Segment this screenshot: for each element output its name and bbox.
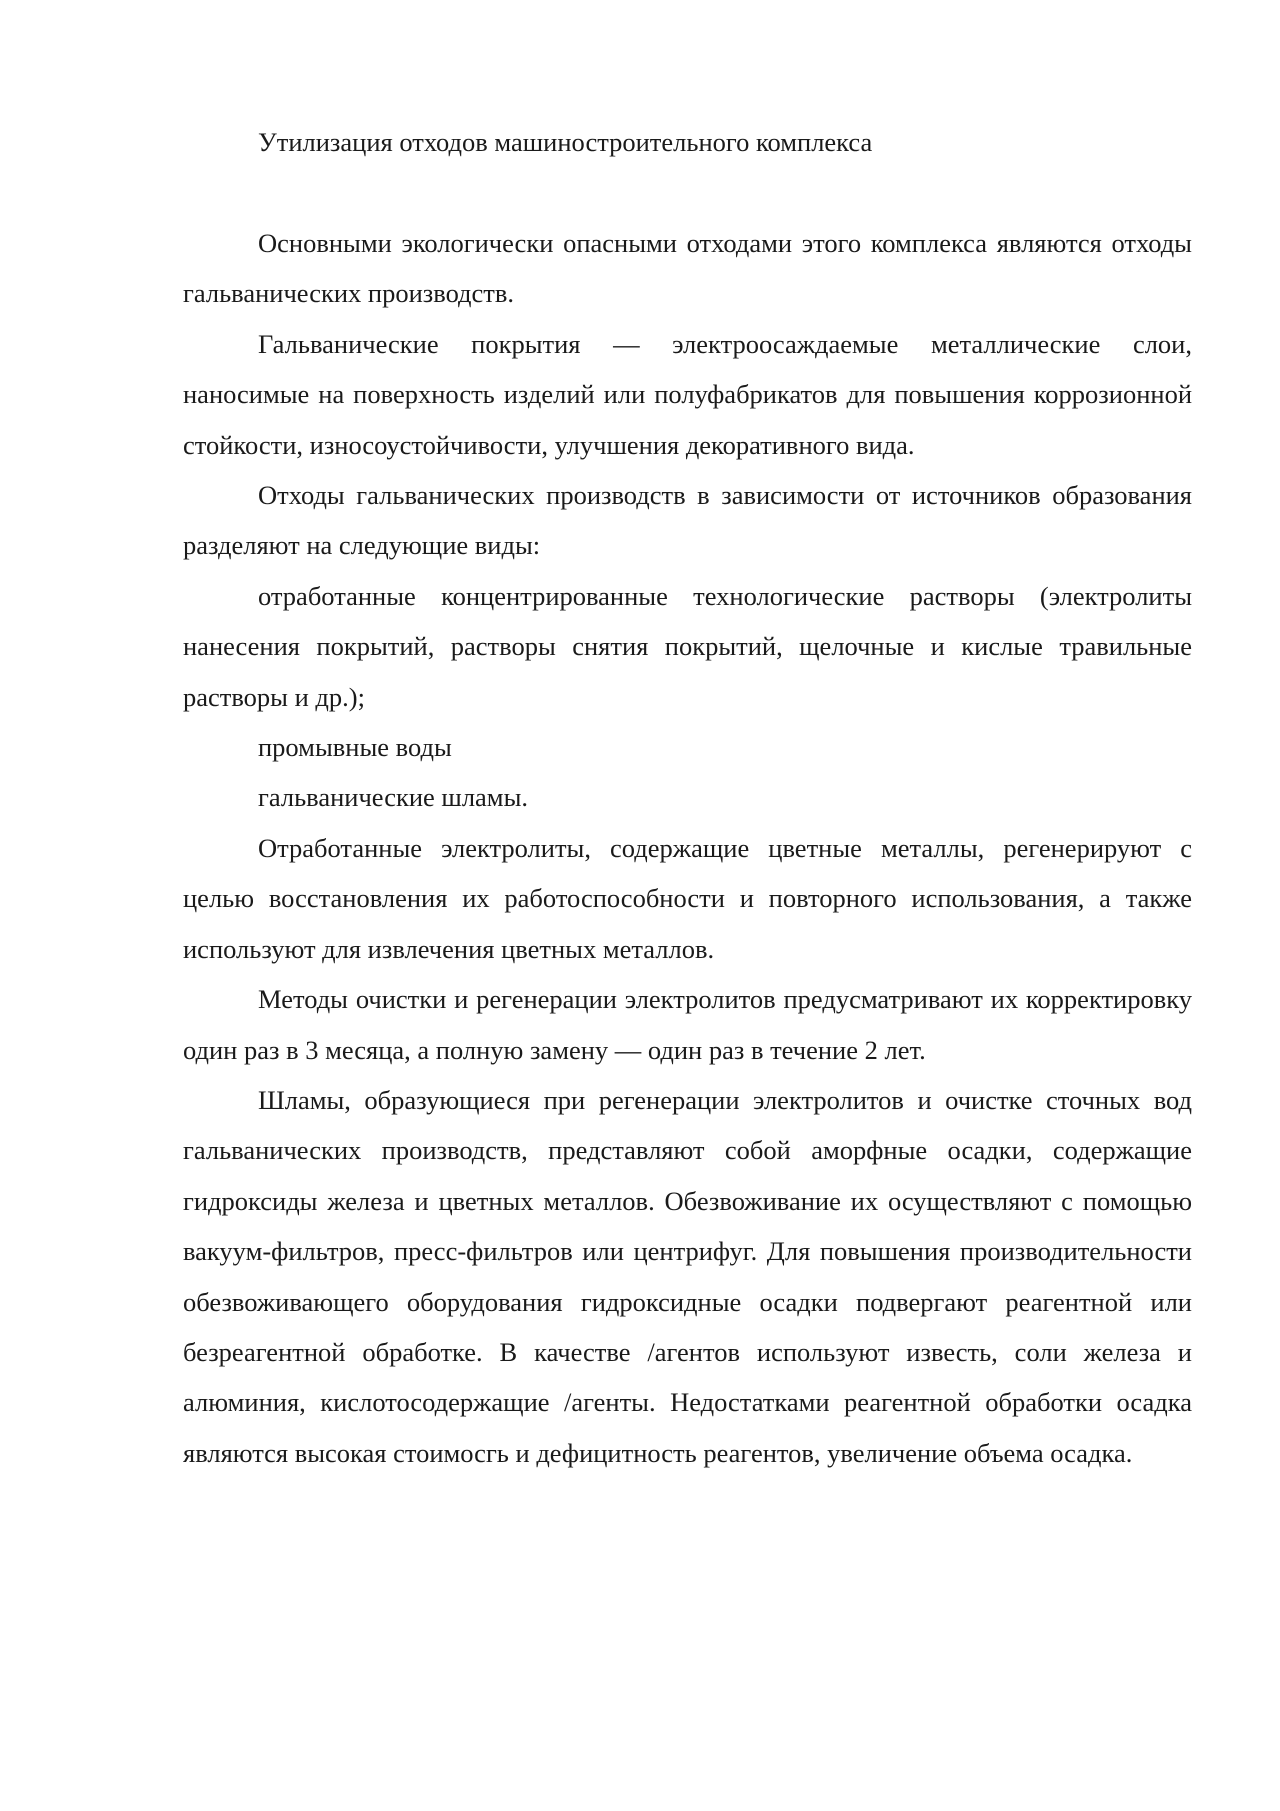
paragraph-definition: Гальванические покрытия — электроосаждаемые металлические слои, наносимые на поверхность изделий или полуфабрикатов для повышения коррозионной стойкости, износоустойчивости, улучшения декоративного вида.: [183, 328, 1192, 460]
paragraph-methods: Методы очистки и регенерации электролитов предусматривают их корректировку один раз в 3 месяца, а полную замену — один раз в течение 2 лет.: [183, 984, 1192, 1065]
document-body: [183, 218, 1192, 1478]
paragraph-sludge: Шламы, образующиеся при регенерации электролитов и очистке сточных вод гальванических производств, представляют собой аморфные осадки, содержащие гидроксиды железа и цветных металлов. Обезвоживание их осуществляют с помощью вакуум-фильтров, пресс-фильтров или центрифуг. Для повышения производительности обезвоживающего оборудования гидроксидные осадки подвергают реагентной или безреагентной обработке. В качестве /агентов используют известь, соли железа и алюминия, кислотосодержащие /агенты. Недостатками реагентной обработки осадка являются высокая стоимосгь и дефицитность реагентов, увеличение объема осадка.: [183, 1084, 1192, 1468]
paragraph-intro: Основными экологически опасными отходами этого комплекса являются отходы гальванических производств.: [183, 228, 1192, 309]
document-title: Утилизация отходов машиностроительного комплекса: [258, 127, 873, 157]
paragraph-electrolytes: Отработанные электролиты, содержащие цветные металлы, регенерируют с целью восстановления их работоспособности и повторного использования, а также используют для извлечения цветных металлов.: [183, 832, 1192, 964]
list-item-sludge: гальванические шламы.: [258, 782, 529, 813]
list-item-rinse-water: промывные воды: [258, 732, 452, 763]
paragraph-waste-types: Отходы гальванических производств в зависимости от источников образования разделяют на следующие виды:: [183, 480, 1192, 561]
list-item-solutions: отработанные концентрированные технологические растворы (электролиты нанесения покрытий, растворы снятия покрытий, щелочные и кислые травильные растворы и др.);: [183, 580, 1192, 712]
